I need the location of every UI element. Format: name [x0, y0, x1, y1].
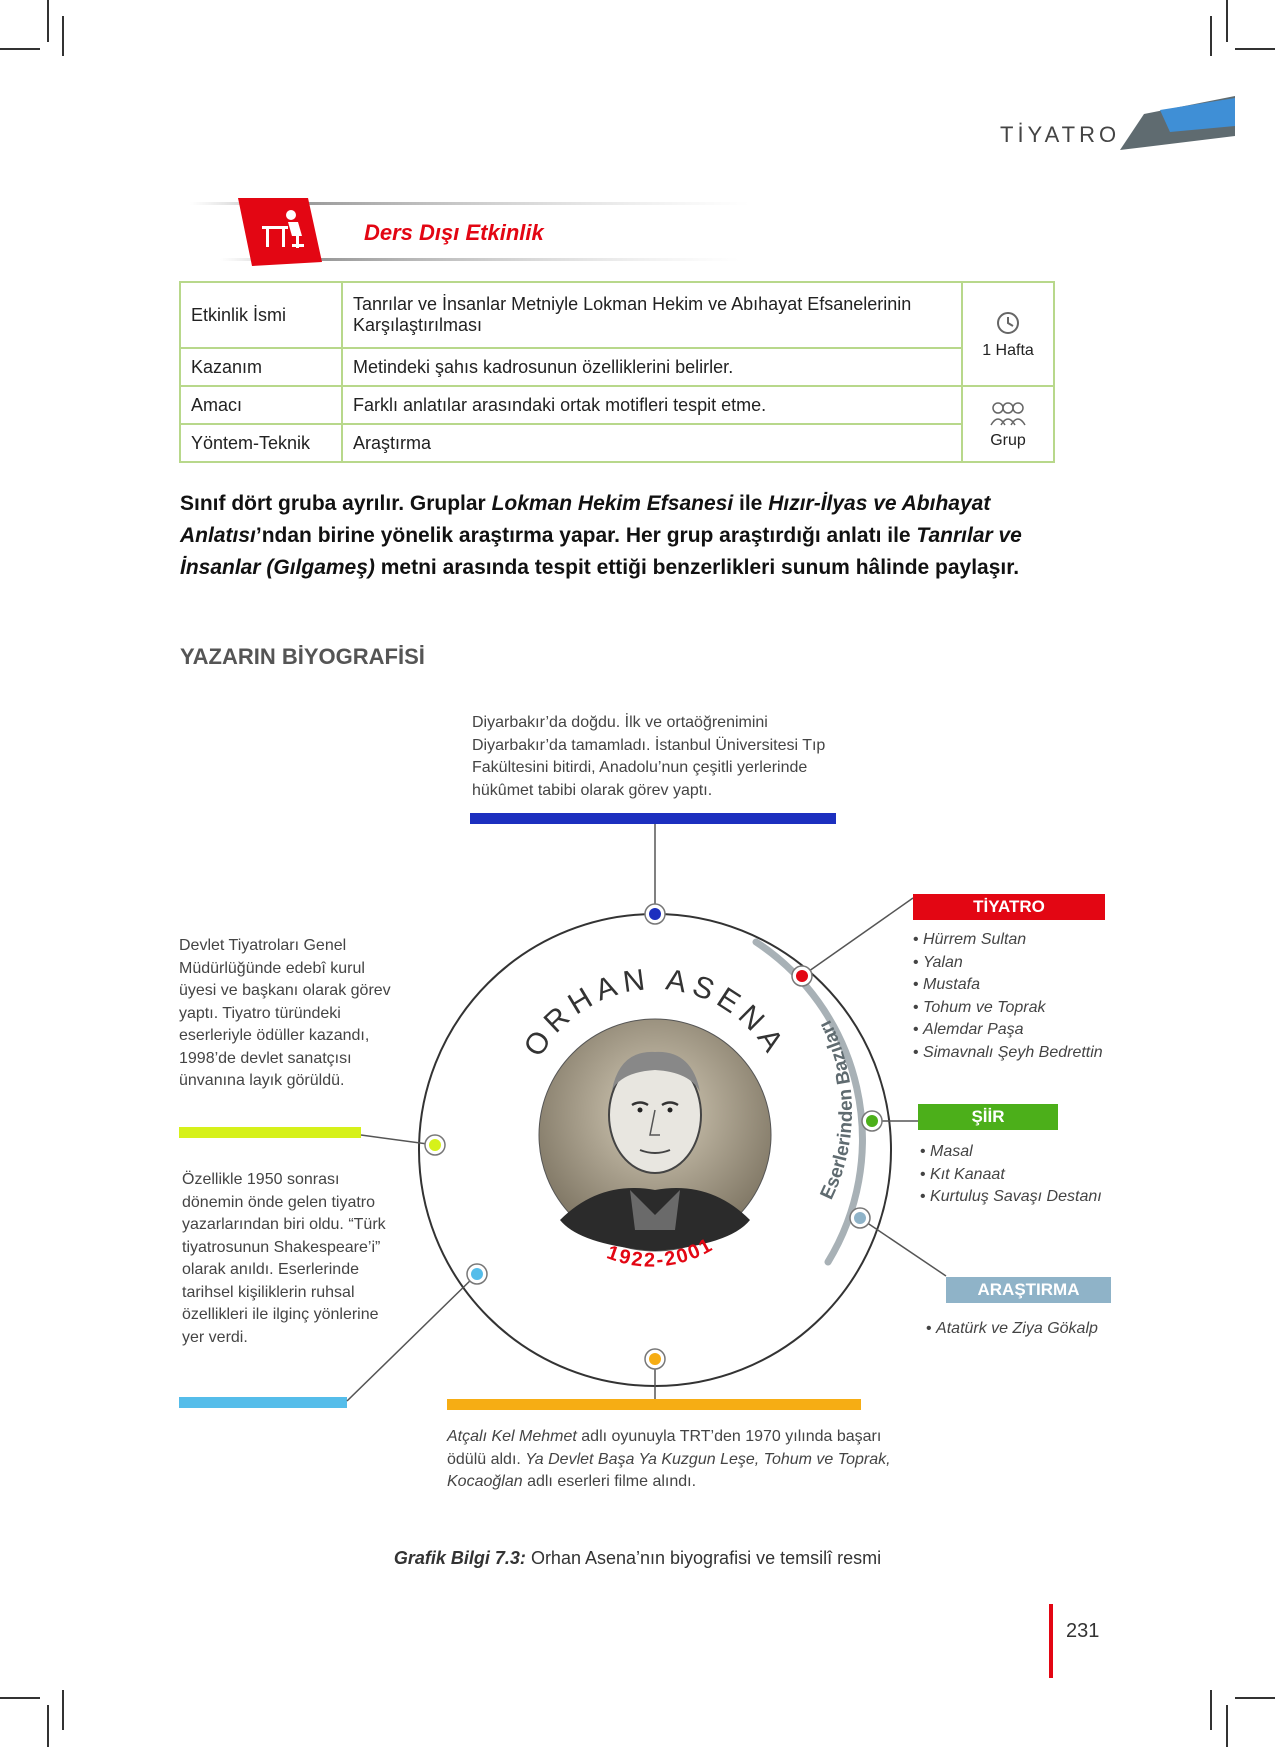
works-list-arastirma [926, 1318, 1098, 1341]
node-top [645, 904, 665, 924]
bottom-bar [447, 1399, 861, 1410]
top-bar [470, 813, 836, 824]
category-arastirma: ARAŞTIRMA [946, 1277, 1111, 1303]
bio-top-text: Diyarbakır’da doğdu. İlk ve ortaöğrenimini Diyarbakır’da tamamladı. İstanbul Üniversitesi Tıp Fakültesini bitirdi, Anadolu’nun çeşitli yerlerinde hükûmet tabibi olarak görev yaptı. [472, 714, 826, 799]
left-bottom-bar [179, 1397, 347, 1408]
section-header: TİYATRO [1000, 122, 1121, 147]
bio-left-top-text: Devlet Tiyatroları Genel Müdürlüğünde edebî kurul üyesi ve başkanı olarak görev yaptı. Tiyatro türündeki eserleriyle ödüller kazandı, 1998’de devlet sanatçısı ünvanına layık görüldü. [179, 937, 391, 1089]
node-left-top [425, 1135, 445, 1155]
table-row-label: Yöntem-Teknik [180, 424, 342, 462]
list-item: • Kıt Kanaat [920, 1164, 1102, 1187]
list-item: • Kurtuluş Savaşı Destanı [920, 1186, 1102, 1209]
page-number: 231 [1066, 1620, 1100, 1642]
figure-caption [0, 1548, 1275, 1569]
list-item: • Alemdar Paşa [913, 1019, 1103, 1042]
bio-italic: Atçalı Kel Mehmet [447, 1428, 577, 1445]
activity-title: Ders Dışı Etkinlik [364, 220, 544, 245]
page-number-bar [1049, 1604, 1053, 1678]
node-arastirma [850, 1208, 870, 1228]
author-years: 1922-2001 [603, 1233, 718, 1272]
author-name: ORHAN ASENA [517, 962, 793, 1063]
table-row-value: Araştırma [342, 424, 962, 462]
category-tiyatro: TİYATRO [913, 894, 1105, 920]
portrait-illustration [539, 1019, 771, 1251]
node-tiyatro [792, 966, 812, 986]
list-item: • Tohum ve Toprak [913, 997, 1103, 1020]
list-item: • Hürrem Sultan [913, 929, 1103, 952]
list-item: • Atatürk ve Ziya Gökalp [926, 1318, 1098, 1341]
list-item: • Yalan [913, 952, 1103, 975]
bio-text: adlı oyunuyla TRT’den 1970 yılında başarı ödülü aldı. [447, 1428, 882, 1468]
table-row-label: Kazanım [180, 348, 342, 386]
bio-bottom-text [447, 1426, 907, 1494]
caption-label: Grafik Bilgi 7.3: [393, 1548, 526, 1568]
intro-italic: Lokman Hekim Efsanesi [491, 492, 734, 515]
duration-label: 1 Hafta [982, 341, 1034, 359]
intro-text: ile [733, 492, 769, 515]
node-left-bottom [467, 1264, 487, 1284]
works-arc-label: Eserlerinden Bazıları [815, 1016, 858, 1203]
intro-text: metni arasında tespit ettiği benzerlikleri sunum hâlinde paylaşır. [374, 556, 1020, 579]
bio-italic: Ya Devlet Başa Ya Kuzgun Leşe, Tohum ve Toprak, Kocaoğlan [447, 1450, 891, 1490]
section-title: YAZARIN BİYOGRAFİSİ [180, 644, 425, 669]
caption-text: Orhan Asena’nın biyografisi ve temsilî resmi [525, 1548, 882, 1568]
bio-text: adlı eserleri filme alındı. [522, 1473, 697, 1490]
intro-italic: Hızır-İlyas ve Abıhayat Anlatısı [180, 492, 991, 547]
intro-italic: Tanrılar ve İnsanlar (Gılgameş) [180, 524, 1022, 579]
category-siir: ŞİİR [918, 1104, 1058, 1130]
table-row-value: Metindeki şahıs kadrosunun özelliklerini belirler. [342, 348, 962, 386]
works-list-siir [920, 1141, 1102, 1209]
group-label: Grup [990, 431, 1026, 449]
intro-text: ’ndan birine yönelik araştırma yapar. Her grup araştırdığı anlatı ile [255, 524, 917, 547]
table-row-value: Tanrılar ve İnsanlar Metniyle Lokman Hekim ve Abıhayat Efsanelerinin Karşılaştırılması [342, 282, 962, 348]
intro-text: Sınıf dört gruba ayrılır. Gruplar [180, 492, 492, 515]
left-top-bar [179, 1127, 361, 1138]
table-row-label: Amacı [180, 386, 342, 424]
list-item: • Simavnalı Şeyh Bedrettin [913, 1042, 1103, 1065]
node-siir [862, 1111, 882, 1131]
bio-left-bottom-text: Özellikle 1950 sonrası dönemin önde gelen tiyatro yazarlarından biri oldu. “Türk tiyatrosunun Shakespeare’i” olarak anıldı. Eserlerinde tarihsel kişiliklerin ruhsal özellikleri ile ilginç yönlerine yer verdi. [182, 1171, 386, 1346]
table-row-value: Farklı anlatılar arasındaki ortak motifleri tespit etme. [342, 386, 962, 424]
list-item: • Masal [920, 1141, 1102, 1164]
works-list-tiyatro [913, 929, 1103, 1064]
list-item: • Mustafa [913, 974, 1103, 997]
table-row-label: Etkinlik İsmi [180, 282, 342, 348]
node-bottom [645, 1349, 665, 1369]
